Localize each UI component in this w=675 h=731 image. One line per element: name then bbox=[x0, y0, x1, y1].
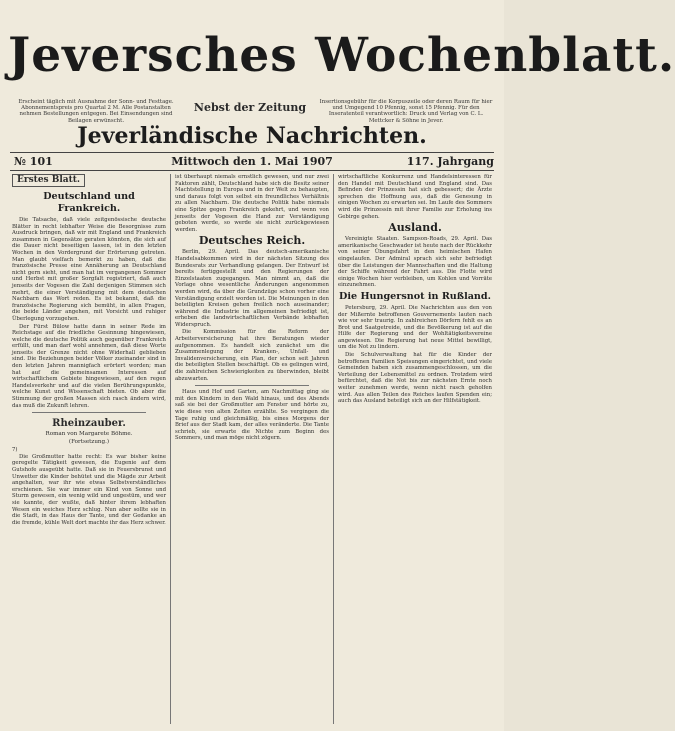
column-3 bbox=[338, 174, 492, 722]
article-text: Der Fürst Bülow hatte dann in seiner Rede im Reichstage auf die friedliche Gesinnung hingewiesen, welche die deutsche Politik auch gegenüber Frankreich erfüllt, und man darf wohl annehmen, daß diese Worte jenseits der Grenze nicht ohne Widerhall geblieben sind. Die Beziehungen beider Völker zueinander sind in den letzten Jahren mannigfach erörtert worden; man hat auf die gemeinsamen Interessen auf wirtschaftlichem Gebiete hingewiesen, auf den regen Handelsverkehr und auf die vielen Berührungspunkte, welche Kunst und Wissenschaft bieten. Ob aber die Stimmung der großen Massen sich rasch ändern wird, das muß die Zukunft lehren. bbox=[12, 323, 166, 409]
subtitle: Jeverländische Nachrichten. bbox=[77, 123, 427, 149]
section-title: Ausland. bbox=[388, 221, 442, 235]
serial-author: Roman von Margarete Böhme. bbox=[45, 431, 133, 438]
advertising-info: Insertionsgebühr für die Korpuszeile oder deren Raum für hier und Umgegend 10 Pfennig, sonst 15 Pfennig. Für den Inseratenteil verantwortlich: Druck und Verlag von C. L. Mettcker & Söhne in Jever. bbox=[319, 99, 493, 124]
header-rule-bottom bbox=[10, 170, 494, 171]
edition-box: Erstes Blatt. bbox=[12, 174, 85, 187]
section-title: Deutsches Reich. bbox=[198, 234, 306, 248]
divider bbox=[195, 385, 309, 386]
header-rule-top bbox=[10, 152, 494, 153]
issue-date: Mittwoch den 1. Mai 1907 bbox=[171, 155, 333, 168]
article-text: wirtschaftliche Konkurrenz und Handelsinteressen für den Handel mit Deutschland und England sind. Das Befinden der Prinzessin hat sich gebessert; die Ärzte sprechen die Hoffnung aus, daß die Genesung in einigen Wochen zu erwarten sei. Im Laufe des Sommers wird die Prinzessin mit ihrer Familie zur Erholung ins Gebirge gehen. bbox=[338, 174, 492, 220]
serial-note: (Fortsetzung.) bbox=[68, 439, 110, 446]
serial-text: Die Großmutter hatte recht: Es war bisher keine geregelte Tätigkeit gewesen, die Eugenie auf dem Gutshofe ausgeübt hatte. Daß sie in Feuersbrunst und Unwetter die Kinder behütet und die Mägde zur Arbeit angehalten, war ihr wie etwas Selbstverständliches erschienen. Sie war immer ein Kind von Sonne und Sturm gewesen, ein wenig wild und ungestüm, und wer sie kannte, der wußte, daß hinter ihrem lebhaften Wesen ein weiches Herz schlug. Nun aber sollte sie in die Stadt, in das Haus der Tante, und der Gedanke an die fremde, kühle Welt dort machte ihr das Herz schwer. bbox=[12, 453, 166, 526]
article-text: Die Tatsache, daß viele zeitgenössische deutsche Blätter in recht lebhafter Weise die Besorgnisse zum Ausdruck bringen, daß wir mit England und Frankreich zusammen in Gegensätze geraten könnten, die sich auf die Dauer nicht beseitigen lassen, ist in den letzten Wochen in den Vordergrund der Erörterung getreten. Man glaubt vielfach bemerkt zu haben, daß die französische Presse eine Annäherung an Deutschland nicht gern sieht, und man hat im vergangenen Sommer und Herbst mit großer Sorgfalt registriert, daß auch jenseits der Vogesen die Zahl derjenigen Stimmen sich mehrt, die einer Verständigung mit dem deutschen Nachbarn das Wort reden. Es ist bekannt, daß die französische Regierung sich bemüht, in allen Fragen, die beide Länder angehen, mit Vorsicht und ruhiger Überlegung vorzugehen. bbox=[12, 217, 166, 322]
divider bbox=[32, 412, 146, 413]
serial-title: Rheinzauber. bbox=[52, 418, 126, 430]
column-1 bbox=[12, 174, 166, 722]
article-text: Vereinigte Staaten. Sampson-Roads, 29. April. Das amerikanische Geschwader ist heute nach der Rückkehr von seiner Übungsfahrt in den heimischen Hafen eingelaufen. Der Admiral sprach sich sehr befriedigt über die Leistungen der Mannschaften und die Haltung der Schiffe während der Fahrt aus. Die Flotte wird einige Wochen hier verbleiben, um Kohlen und Vorräte einzunehmen. bbox=[338, 236, 492, 289]
subscription-info: Erscheint täglich mit Ausnahme der Sonn- und Festtage. Abonnementspreis pro Quartal 2 M. Alle Postanstalten nehmen Bestellungen entgegen. Bei Einsendungen sind Beilagen erwünscht. bbox=[18, 99, 174, 124]
serial-number: 7) bbox=[12, 447, 18, 454]
issue-year: 117. Jahrgang bbox=[406, 155, 494, 168]
article-text: Petersburg, 29. April. Die Nachrichten aus den von der Mißernte betroffenen Gouvernements lauten nach wie vor sehr traurig. In zahlreichen Dörfern fehlt es an Brot und Saatgetreide, und die Bevölkerung ist auf die Hilfe der Regierung und der Wohltätigkeitsvereine angewiesen. Die Regierung hat neue Mittel bewilligt, um die Not zu lindern. bbox=[338, 304, 492, 351]
article-text: Die Schulverwaltung hat für die Kinder der betroffenen Familien Speisungen eingerichtet, und viele Gemeinden haben sich zusammengeschlossen, um die Verteilung der Lebensmittel zu ordnen. Trotzdem wird befürchtet, daß die Not bis zur nächsten Ernte noch weiter zunehmen werde, wenn nicht rasch geholfen wird. Aus allen Teilen des Reiches laufen Spenden ein; auch das Ausland beteiligt sich an der Hilfstätigkeit. bbox=[338, 352, 492, 405]
masthead-title: Jeversches Wochenblatt. bbox=[8, 28, 675, 83]
article-title: Die Hungersnot in Rußland. bbox=[339, 290, 491, 302]
article-text: Die Kommission für die Reform der Arbeiterversicherung hat ihre Beratungen wieder aufgenommen. Es handelt sich zunächst um die Zusammenlegung der Kranken-, Unfall- und Invalidenversicherung, ein Plan, der schon seit Jahren die beteiligten Stellen beschäftigt. Ob es gelingen wird, die zahlreichen Schwierigkeiten zu überwinden, bleibt abzuwarten. bbox=[175, 329, 329, 382]
column-rule-2 bbox=[333, 174, 334, 724]
column-2 bbox=[175, 174, 329, 722]
serial-text: Haus und Hof und Garten, am Nachmittag ging sie mit den Kindern in den Wald hinaus, und des Abends saß sie bei der Großmutter am Fenster und hörte zu, wie diese von alten Zeiten erzählte. So vergingen die Tage ruhig und gleichmäßig, bis eines Morgens der Brief aus der Stadt kam, der alles veränderte. Die Tante schrieb, sie erwarte die Nichte zum Beginn des Sommers, und man möge nicht zögern. bbox=[175, 389, 329, 442]
issue-number: № 101 bbox=[14, 155, 53, 168]
column-rule-1 bbox=[170, 174, 171, 724]
article-text: Berlin, 29. April. Das deutsch-amerikanische Handelsabkommen wird in der nächsten Sitzung des Bundesrats zur Verhandlung gelangen. Der Entwurf ist bereits fertiggestellt und den Regierungen der Einzelstaaten zugegangen. Man nimmt an, daß die Vorlage ohne wesentliche Änderungen angenommen werden wird, da über die Grundzüge schon vorher eine Verständigung erzielt worden ist. Die Meinungen in den beteiligten Kreisen gehen freilich noch auseinander; während die Industrie im allgemeinen befriedigt ist, erheben die landwirtschaftlichen Verbände lebhaften Widerspruch. bbox=[175, 249, 329, 328]
article-text: ist überhaupt niemals ernstlich gewesen, und nur zwei Faktoren zählt, Deutschland habe sich die Besitz seiner Machtstellung in Europa und in der Welt zu behaupten, und daraus folgt von selbst ein freundliches Verhältnis zu allen Nachbarn. Die deutsche Politik habe niemals eine Spitze gegen Frankreich gekehrt, und wenn von jenseits der Vogesen die Hand zur Verständigung geboten werde, so werde sie nicht zurückgewiesen werden. bbox=[175, 174, 329, 233]
article-title: Deutschland und Frankreich. bbox=[43, 191, 135, 214]
supplement-note: Nebst der Zeitung bbox=[193, 101, 307, 114]
